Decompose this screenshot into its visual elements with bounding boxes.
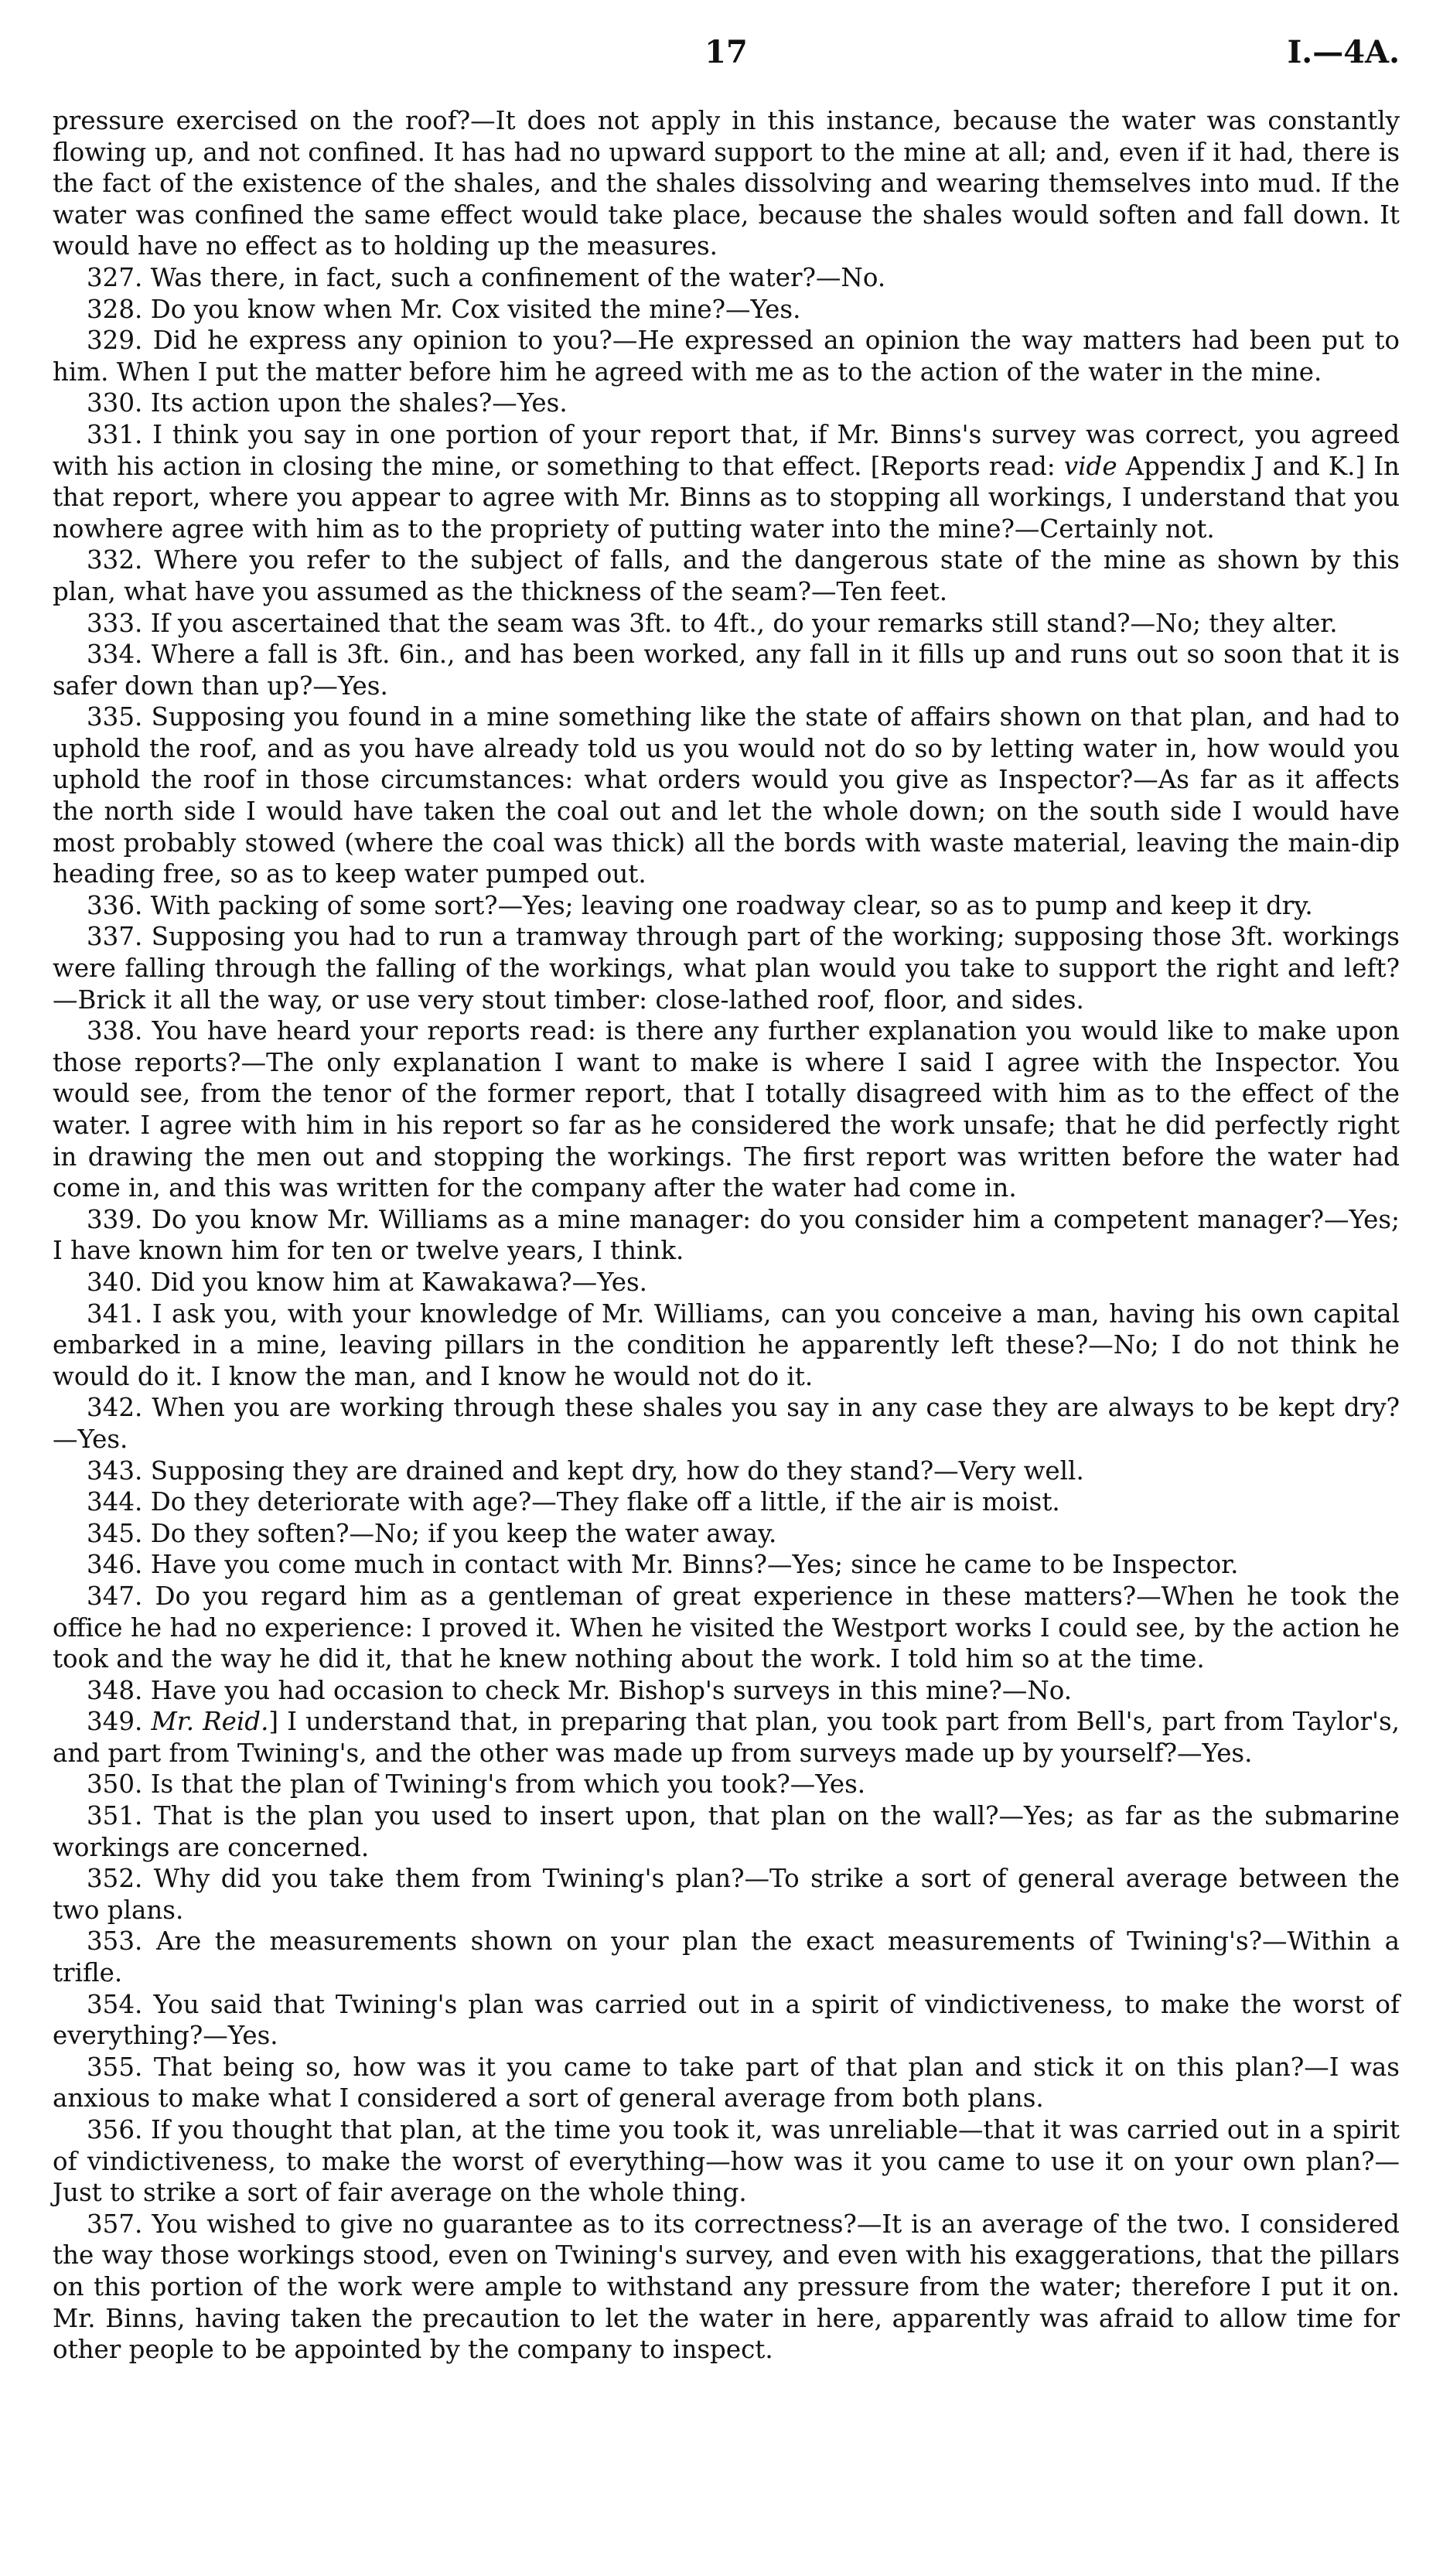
question-349-number: 349. [87, 1707, 152, 1737]
question-350: 350. Is that the plan of Twining's from which you took?—Yes. [87, 1769, 866, 1800]
paragraph-continuation: pressure exercised on the roof?—It does not apply in this instance, because the water was constantly flowing up, and not confined. It has had no upward support to the mine at all; and, even if it had, there is the fact of the existence of the shales, and the shales dissolving and wearing themselves into mud. If the water was confined the same effect would take place, because the shales would soften and fall down. It would have no effect as to holding up the measures. [53, 106, 1400, 261]
question-331 [53, 419, 1400, 544]
question-340: 340. Did you know him at Kawakawa?—Yes. [87, 1267, 647, 1297]
question-344: 344. Do they deteriorate with age?—They flake off a little, if the air is moist. [87, 1487, 1060, 1517]
question-327: 327. Was there, in fact, such a confinement of the water?—No. [87, 262, 886, 292]
question-342: 342. When you are working through these shales you say in any case they are always to be kept dry?—Yes. [53, 1393, 1400, 1454]
page-header [53, 34, 1400, 88]
question-348: 348. Have you had occasion to check Mr. Bishop's surveys in this mine?—No. [87, 1675, 1073, 1705]
page-number: 17 [704, 34, 748, 70]
question-330: 330. Its action upon the shales?—Yes. [87, 388, 568, 418]
question-346: 346. Have you come much in contact with Mr. Binns?—Yes; since he came to be Inspector. [87, 1550, 1239, 1580]
question-333: 333. If you ascertained that the seam was 3ft. to 4ft., do your remarks still stand?—No; they alter. [87, 608, 1338, 638]
question-332: 332. Where you refer to the subject of falls, and the dangerous state of the mine as shown by this plan, what have you assumed as the thickness of the seam?—Ten feet. [53, 545, 1400, 606]
question-328: 328. Do you know when Mr. Cox visited the mine?—Yes. [87, 294, 801, 324]
question-356: 356. If you thought that plan, at the time you took it, was unreliable—that it was carried out in a spirit of vindictiveness, to make the worst of everything—how was it you came to use it on your own plan?—Just to strike a sort of fair average on the whole thing. [53, 2115, 1400, 2208]
question-349-text: ] I understand that, in preparing that plan, you took part from Bell's, part from Taylor's, and part from Twining's, and the other was made up from surveys made up by yourself?—Yes. [53, 1707, 1400, 1768]
question-331-part-b: Appendix J and K.] In that report, where you appear to agree with Mr. Binns as to stopping all workings, I understand that you nowhere agree with him as to the propriety of putting water into the mine?—Certainly not. [53, 451, 1400, 544]
question-353: 353. Are the measurements shown on your plan the exact measurements of Twining's?—Within a trifle. [53, 1926, 1400, 1988]
question-345: 345. Do they soften?—No; if you keep the water away. [87, 1518, 777, 1548]
question-334: 334. Where a fall is 3ft. 6in., and has been worked, any fall in it fills up and runs out so soon that it is safer down than up?—Yes. [53, 640, 1400, 701]
question-331-part-a: 331. I think you say in one portion of your report that, if Mr. Binns's survey was correct, you agreed with his action in closing the mine, or something to that effect. [Reports read: [53, 419, 1400, 481]
question-341: 341. I ask you, with your knowledge of Mr. Williams, can you conceive a man, having his own capital embarked in a mine, leaving pillars in the condition he apparently left these?—No; I do not think he would do it. I know the man, and I know he would not do it. [53, 1298, 1400, 1391]
document-reference: I.—4A. [1287, 34, 1400, 70]
question-347: 347. Do you regard him as a gentleman of great experience in these matters?—When he took the office he had no experience: I proved it. When he visited the Westport works I could see, by the action he took and the way he did it, that he knew nothing about the work. I told him so at the time. [53, 1581, 1400, 1674]
document-page [53, 34, 1400, 2366]
question-354: 354. You said that Twining's plan was carried out in a spirit of vindictiveness, to make the worst of everything?—Yes. [53, 1989, 1400, 2051]
question-343: 343. Supposing they are drained and kept dry, how do they stand?—Very well. [87, 1455, 1084, 1486]
question-336: 336. With packing of some sort?—Yes; leaving one roadway clear, so as to pump and keep it dry. [87, 890, 1313, 920]
question-331-vide: vide [1063, 451, 1117, 481]
question-339: 339. Do you know Mr. Williams as a mine manager: do you consider him a competent manager?—Yes; I have known him for ten or twelve years, I think. [53, 1204, 1400, 1266]
question-338: 338. You have heard your reports read: is there any further explanation you would like to make upon those reports?—The only explanation I want to make is where I said I agree with the Inspector. You would see, from the tenor of the former report, that I totally disagreed with him as to the effect of the water. I agree with him in his report so far as he considered the work unsafe; that he did perfectly right in drawing the men out and stopping the workings. The first report was written before the water had come in, and this was written for the company after the water had come in. [53, 1016, 1400, 1203]
question-349-speaker: Mr. Reid. [151, 1707, 269, 1737]
question-349 [53, 1706, 1400, 1769]
question-357: 357. You wished to give no guarantee as to its correctness?—It is an average of the two. I considered the way those workings stood, even on Twining's survey, and even with his exaggerations, that the pillars on this portion of the work were ample to withstand any pressure from the water; therefore I put it on. Mr. Binns, having taken the precaution to let the water in here, apparently was afraid to allow time for other people to be appointed by the company to inspect. [53, 2209, 1400, 2365]
question-335: 335. Supposing you found in a mine something like the state of affairs shown on that plan, and had to uphold the roof, and as you have already told us you would not do so by letting water in, how would you uphold the roof in those circumstances: what orders would you give as Inspector?—As far as it affects the north side I would have taken the coal out and let the whole down; on the south side I would have most probably stowed (where the coal was thick) all the bords with waste material, leaving the main-dip heading free, so as to keep water pumped out. [53, 702, 1400, 889]
question-355: 355. That being so, how was it you came to take part of that plan and stick it on this plan?—I was anxious to make what I considered a sort of general average from both plans. [53, 2052, 1400, 2114]
question-351: 351. That is the plan you used to insert upon, that plan on the wall?—Yes; as far as the submarine workings are concerned. [53, 1801, 1400, 1862]
question-352: 352. Why did you take them from Twining's plan?—To strike a sort of general average between the two plans. [53, 1864, 1400, 1925]
question-337: 337. Supposing you had to run a tramway through part of the working; supposing those 3ft. workings were falling through the falling of the workings, what plan would you take to support the right and left?—Brick it all the way, or use very stout timber: close-lathed roof, floor, and sides. [53, 922, 1400, 1015]
question-329: 329. Did he express any opinion to you?—He expressed an opinion the way matters had been put to him. When I put the matter before him he agreed with me as to the action of the water in the mine. [53, 326, 1400, 387]
evidence-text [53, 105, 1400, 2366]
